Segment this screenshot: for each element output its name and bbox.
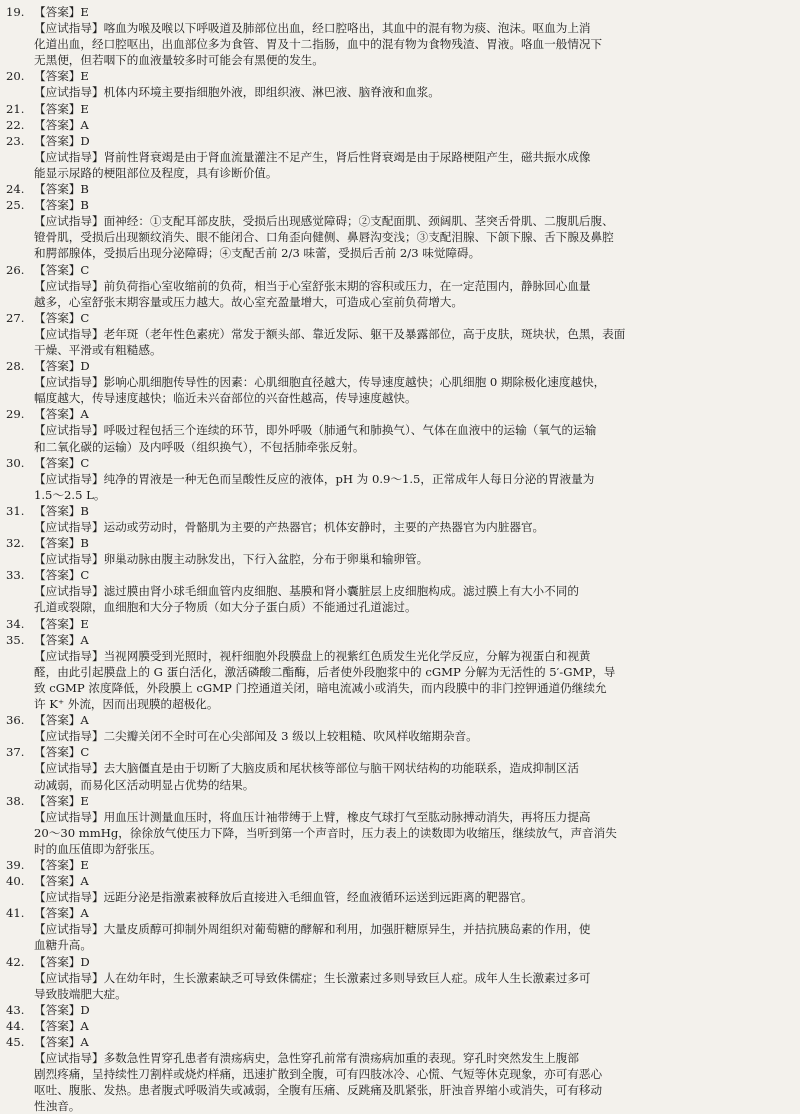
answer-line: 43. 【答案】D [6, 1002, 90, 1017]
guide-line [34, 213, 778, 229]
answer-label: 【答案】 [34, 407, 81, 422]
answer-line: 24. 【答案】B [6, 182, 89, 197]
guide-label: 【应试指导】 [34, 326, 104, 341]
guide-label: 【应试指导】 [34, 375, 104, 390]
guide-label: 【应试指导】 [34, 809, 104, 824]
guide-line [34, 278, 778, 294]
guide-text: 远距分泌是指激素被释放后直接进入毛细血管，经血液循环运送到远距离的靶器官。 [103, 890, 533, 905]
guide-text: 当视网膜受到光照时，视杆细胞外段膜盘上的视紫红色质发生光化学反应，分解为视蛋白和视黄 [103, 648, 591, 663]
answer-line: 40. 【答案】A [6, 874, 89, 889]
answer-entry [6, 905, 778, 953]
guide-text: 二尖瓣关闭不全时可在心尖部闻及 3 级以上较粗糙、吹风样收缩期杂音。 [103, 729, 478, 744]
answer-line: 39. 【答案】E [6, 857, 89, 872]
guide-text: 面神经：①支配耳部皮肤，受损后出现感觉障碍；②支配面肌、颈阔肌、茎突舌骨肌、二腹肌后腹、 [103, 214, 614, 229]
answer-value: B [80, 536, 89, 551]
answer-entry [6, 793, 778, 857]
answer-value: B [80, 198, 89, 213]
guide-text: 1.5～2.5 L。 [34, 487, 106, 502]
answer-value: D [80, 133, 90, 148]
answer-value: E [80, 5, 89, 19]
answer-line: 21. 【答案】E [6, 101, 89, 116]
guide-text: 无黑便，但若咽下的血液量较多时可能会有黑便的发生。 [34, 53, 324, 68]
answer-line: 41. 【答案】A [6, 906, 89, 921]
answer-line: 33. 【答案】C [6, 568, 90, 583]
guide-label: 【应试指导】 [34, 214, 104, 229]
answer-entry [6, 616, 778, 632]
answer-label: 【答案】 [34, 262, 81, 277]
guide-line [34, 696, 778, 712]
guide-text: 机体内环境主要指细胞外液，即组织液、淋巴液、脑脊液和血浆。 [103, 85, 440, 100]
answer-entry [6, 310, 778, 358]
answer-line: 32. 【答案】B [6, 536, 89, 551]
guide-line [34, 229, 778, 245]
guide-text: 纯净的胃液是一种无色而呈酸性反应的液体，pH 为 0.9～1.5，正常成年人每日分泌的胃液量为 [103, 471, 595, 486]
answer-value: A [80, 1018, 89, 1033]
guide-label: 【应试指导】 [34, 922, 104, 937]
answer-label: 【答案】 [34, 5, 81, 19]
guide-line [34, 149, 778, 165]
guide-line [34, 986, 778, 1002]
guide-line [34, 1066, 778, 1082]
answer-entry [6, 117, 778, 133]
guide-text: 导致肢端肥大症。 [34, 986, 127, 1001]
guide-text: 喀血为喉及喉以下呼吸道及肺部位出血，经口腔咯出，其血中的混有物为痰、泡沫。呕血为上消 [103, 21, 591, 36]
guide-text: 呕吐、腹胀、发热。患者腹式呼吸消失或减弱，全腹有压痛、反跳痛及肌紧张，肝浊音界缩小或消失，可有移动 [34, 1083, 603, 1098]
answer-line: 26. 【答案】C [6, 262, 90, 277]
answer-value: C [80, 455, 90, 470]
answer-label: 【答案】 [34, 1035, 81, 1049]
guide-line [34, 471, 778, 487]
guide-line [34, 342, 778, 358]
answer-entry [6, 1002, 778, 1018]
guide-label: 【应试指导】 [34, 970, 104, 985]
guide-label: 【应试指导】 [34, 520, 104, 534]
guide-text: 动减弱，而易化区活动明显占优势的结果。 [34, 777, 255, 792]
guide-line [34, 294, 778, 310]
answer-value: D [80, 954, 90, 969]
answer-value: E [80, 101, 89, 116]
guide-text: 能显示尿路的梗阻部位及程度，具有诊断价值。 [34, 165, 278, 180]
answer-entry [6, 535, 778, 567]
answer-label: 【答案】 [34, 198, 81, 213]
guide-text: 血糖升高。 [34, 938, 92, 953]
answer-value: D [80, 1002, 90, 1017]
guide-text: 许 K⁺ 外流，因而出现膜的超极化。 [34, 697, 219, 712]
answer-entry [6, 954, 778, 1002]
guide-line [34, 841, 778, 857]
answer-line: 19. 【答案】E [6, 5, 89, 19]
answer-entry [6, 358, 778, 406]
guide-text: 时的血压值即为舒张压。 [34, 841, 162, 856]
guide-text: 化道出血，经口腔呕出，出血部位多为食管、胃及十二指肠，血中的混有物为食物残渣、胃液。咯血一般情况下 [34, 37, 603, 52]
guide-line [34, 970, 778, 986]
answer-label: 【答案】 [34, 793, 81, 808]
answer-entry [6, 857, 778, 873]
guide-text: 多数急性胃穿孔患者有溃疡病史，急性穿孔前常有溃疡病加重的表现。穿孔时突然发生上腹部 [103, 1051, 579, 1066]
answer-entry [6, 68, 778, 100]
answer-value: A [80, 906, 89, 921]
answer-label: 【答案】 [34, 857, 81, 872]
answer-entry [6, 181, 778, 197]
answer-label: 【答案】 [34, 117, 81, 132]
answer-entry [6, 133, 778, 181]
guide-line [34, 664, 778, 680]
guide-text: 老年斑（老年性色素疣）常发于额头部、靠近发际、躯干及暴露部位，高于皮肤，斑块状，色黑，表面 [103, 326, 626, 341]
answer-entry [6, 455, 778, 503]
answer-entry [6, 632, 778, 712]
answer-label: 【答案】 [34, 568, 81, 583]
guide-text: 前负荷指心室收缩前的负荷，相当于心室舒张末期的容积或压力，在一定范围内，静脉回心血量 [103, 278, 591, 293]
guide-text: 人在幼年时，生长激素缺乏可导致侏儒症；生长激素过多则导致巨人症。成年人生长激素过多可 [103, 970, 591, 985]
answer-value: A [80, 1035, 89, 1049]
answer-line: 34. 【答案】E [6, 616, 89, 631]
answer-value: A [80, 632, 89, 647]
answer-entry [6, 197, 778, 261]
answer-value: D [80, 359, 90, 374]
guide-line [34, 583, 778, 599]
guide-text: 越多，心室舒张末期容量或压力越大。故心室充盈量增大，可造成心室前负荷增大。 [34, 294, 463, 309]
answer-label: 【答案】 [34, 359, 81, 374]
answer-value: A [80, 874, 89, 889]
answer-value: E [80, 616, 89, 631]
guide-line [34, 439, 778, 455]
answer-label: 【答案】 [34, 616, 81, 631]
answer-line: 28. 【答案】D [6, 359, 90, 374]
guide-text: 用血压计测量血压时，将血压计袖带缚于上臂，橡皮气球打气至肱动脉搏动消失，再将压力提高 [103, 809, 591, 824]
answer-entry [6, 503, 778, 535]
answer-line: 29. 【答案】A [6, 407, 89, 422]
answer-entry [6, 4, 778, 68]
answer-line: 31. 【答案】B [6, 503, 89, 518]
guide-text: 致 cGMP 浓度降低，外段膜上 cGMP 门控通道关闭，暗电流减小或消失，而内段膜中的非门控钾通道仍继续允 [34, 680, 607, 695]
answer-label: 【答案】 [34, 69, 81, 84]
answer-label: 【答案】 [34, 906, 81, 921]
answer-line: 22. 【答案】A [6, 117, 89, 132]
guide-label: 【应试指导】 [34, 423, 104, 438]
answer-entry [6, 567, 778, 615]
answer-line: 45. 【答案】A [6, 1035, 89, 1049]
answer-entry [6, 1018, 778, 1034]
answer-value: C [80, 745, 90, 760]
guide-text: 性浊音。 [34, 1099, 81, 1114]
answer-line: 37. 【答案】C [6, 745, 90, 760]
answer-label: 【答案】 [34, 133, 81, 148]
guide-text: 影响心肌细胞传导性的因素：心肌细胞直径越大，传导速度越快；心肌细胞 0 期除极化速度越快， [103, 375, 606, 390]
guide-line [34, 165, 778, 181]
answer-entry [6, 744, 778, 792]
guide-text: 幅度越大，传导速度越快；临近未兴奋部位的兴奋性越高，传导速度越快。 [34, 391, 417, 406]
guide-line [34, 680, 778, 696]
guide-line [34, 374, 778, 390]
answer-line: 25. 【答案】B [6, 198, 89, 213]
answer-entry [6, 101, 778, 117]
guide-text: 和腭部腺体，受损后出现分泌障碍；④支配舌前 2/3 味蕾，受损后舌前 2/3 味觉障碍。 [34, 246, 481, 261]
answer-line: 30. 【答案】C [6, 455, 90, 470]
guide-line [34, 36, 778, 52]
guide-line [34, 1082, 778, 1098]
answer-label: 【答案】 [34, 503, 81, 518]
answer-value: C [80, 262, 90, 277]
guide-line [34, 1098, 778, 1114]
guide-line [34, 809, 778, 825]
guide-line [34, 760, 778, 776]
answer-label: 【答案】 [34, 101, 81, 116]
answer-label: 【答案】 [34, 745, 81, 760]
answer-value: A [80, 117, 89, 132]
guide-label: 【应试指导】 [34, 278, 104, 293]
guide-label: 【应试指导】 [34, 890, 104, 905]
guide-label: 【应试指导】 [34, 149, 104, 164]
guide-text: 孔道或裂隙，血细胞和大分子物质（如大分子蛋白质）不能通过孔道滤过。 [34, 600, 417, 615]
answer-label: 【答案】 [34, 536, 81, 551]
answer-value: A [80, 713, 89, 728]
guide-line [34, 648, 778, 664]
guide-text: 镫骨肌，受损后出现额纹消失、眼不能闭合、口角歪向健侧、鼻唇沟变浅；③支配泪腺、下颌下腺、舌下腺及鼻腔 [34, 230, 614, 245]
guide-line [34, 1050, 778, 1066]
answer-entry [6, 712, 778, 744]
guide-label: 【应试指导】 [34, 85, 104, 100]
guide-label: 【应试指导】 [34, 761, 104, 776]
guide-text: 去大脑僵直是由于切断了大脑皮质和尾状核等部位与脑干网状结构的功能联系，造成抑制区活 [103, 761, 579, 776]
guide-line [34, 390, 778, 406]
guide-line [34, 245, 778, 261]
guide-line [34, 921, 778, 937]
guide-text: 干燥、平滑或有粗糙感。 [34, 342, 162, 357]
answer-value: E [80, 793, 89, 808]
guide-line [34, 52, 778, 68]
answer-value: C [80, 568, 90, 583]
answer-entry [6, 873, 778, 905]
answer-label: 【答案】 [34, 874, 81, 889]
guide-line [34, 422, 778, 438]
guide-line [34, 889, 778, 905]
guide-text: 肾前性肾衰竭是由于肾血流量灌注不足产生，肾后性肾衰竭是由于尿路梗阻产生，磁共振水成像 [103, 149, 591, 164]
guide-text: 20～30 mmHg，徐徐放气使压力下降，当听到第一个声音时，压力表上的读数即为收缩压，继续放气，声音消失 [34, 825, 617, 840]
guide-label: 【应试指导】 [34, 584, 104, 599]
guide-line [34, 551, 778, 567]
answer-label: 【答案】 [34, 182, 81, 197]
answer-line: 36. 【答案】A [6, 713, 89, 728]
answer-label: 【答案】 [34, 1002, 81, 1017]
answer-label: 【答案】 [34, 1018, 81, 1033]
guide-line [34, 487, 778, 503]
guide-text: 运动或劳动时，骨骼肌为主要的产热器官；机体安静时，主要的产热器官为内脏器官。 [103, 520, 545, 534]
guide-line [34, 326, 778, 342]
guide-label: 【应试指导】 [34, 21, 104, 36]
guide-text: 呼吸过程包括三个连续的环节，即外呼吸（肺通气和肺换气）、气体在血液中的运输（氧气的运输 [103, 423, 597, 438]
answer-label: 【答案】 [34, 455, 81, 470]
guide-label: 【应试指导】 [34, 729, 104, 744]
answer-entry [6, 1034, 778, 1114]
guide-text: 大量皮质醇可抑制外周组织对葡萄糖的酵解和利用，加强肝糖原异生，并拮抗胰岛素的作用，使 [103, 922, 591, 937]
answer-line: 38. 【答案】E [6, 793, 89, 808]
answer-label: 【答案】 [34, 632, 81, 647]
answer-label: 【答案】 [34, 954, 81, 969]
guide-line [34, 777, 778, 793]
guide-line [34, 84, 778, 100]
answer-value: A [80, 407, 89, 422]
guide-line [34, 728, 778, 744]
guide-text: 滤过膜由肾小球毛细血管内皮细胞、基膜和肾小囊脏层上皮细胞构成。滤过膜上有大小不同的 [103, 584, 579, 599]
answer-line: 35. 【答案】A [6, 632, 89, 647]
guide-text: 醛，由此引起膜盘上的 G 蛋白活化，激活磷酸二酯酶，后者使外段胞浆中的 cGMP 分解为无活性的 5′-GMP，导 [34, 664, 616, 679]
answer-label: 【答案】 [34, 310, 81, 325]
answer-entry [6, 406, 778, 454]
guide-line [34, 599, 778, 615]
answer-label: 【答案】 [34, 713, 81, 728]
answer-line: 23. 【答案】D [6, 133, 90, 148]
guide-text: 卵巢动脉由腹主动脉发出，下行入盆腔，分布于卵巢和输卵管。 [103, 552, 429, 567]
answer-value: B [80, 503, 89, 518]
answer-line: 20. 【答案】E [6, 69, 89, 84]
answer-entry [6, 262, 778, 310]
guide-text: 和二氧化碳的运输）及内呼吸（组织换气），不包括肺牵张反射。 [34, 439, 365, 454]
answer-line: 44. 【答案】A [6, 1018, 89, 1033]
answer-value: E [80, 69, 89, 84]
answer-line: 42. 【答案】D [6, 954, 90, 969]
guide-label: 【应试指导】 [34, 648, 104, 663]
guide-line [34, 825, 778, 841]
guide-line [34, 937, 778, 953]
answer-value: E [80, 857, 89, 872]
guide-label: 【应试指导】 [34, 552, 104, 567]
guide-label: 【应试指导】 [34, 471, 104, 486]
answer-value: B [80, 182, 89, 197]
guide-text: 剧烈疼痛，呈持续性刀割样或烧灼样痛，迅速扩散到全腹，可有四肢冰冷、心慌、气短等休克现象，亦可有恶心 [34, 1067, 603, 1082]
answer-value: C [80, 310, 90, 325]
guide-line [34, 519, 778, 535]
guide-line [34, 20, 778, 36]
answer-line: 27. 【答案】C [6, 310, 90, 325]
guide-label: 【应试指导】 [34, 1051, 104, 1066]
